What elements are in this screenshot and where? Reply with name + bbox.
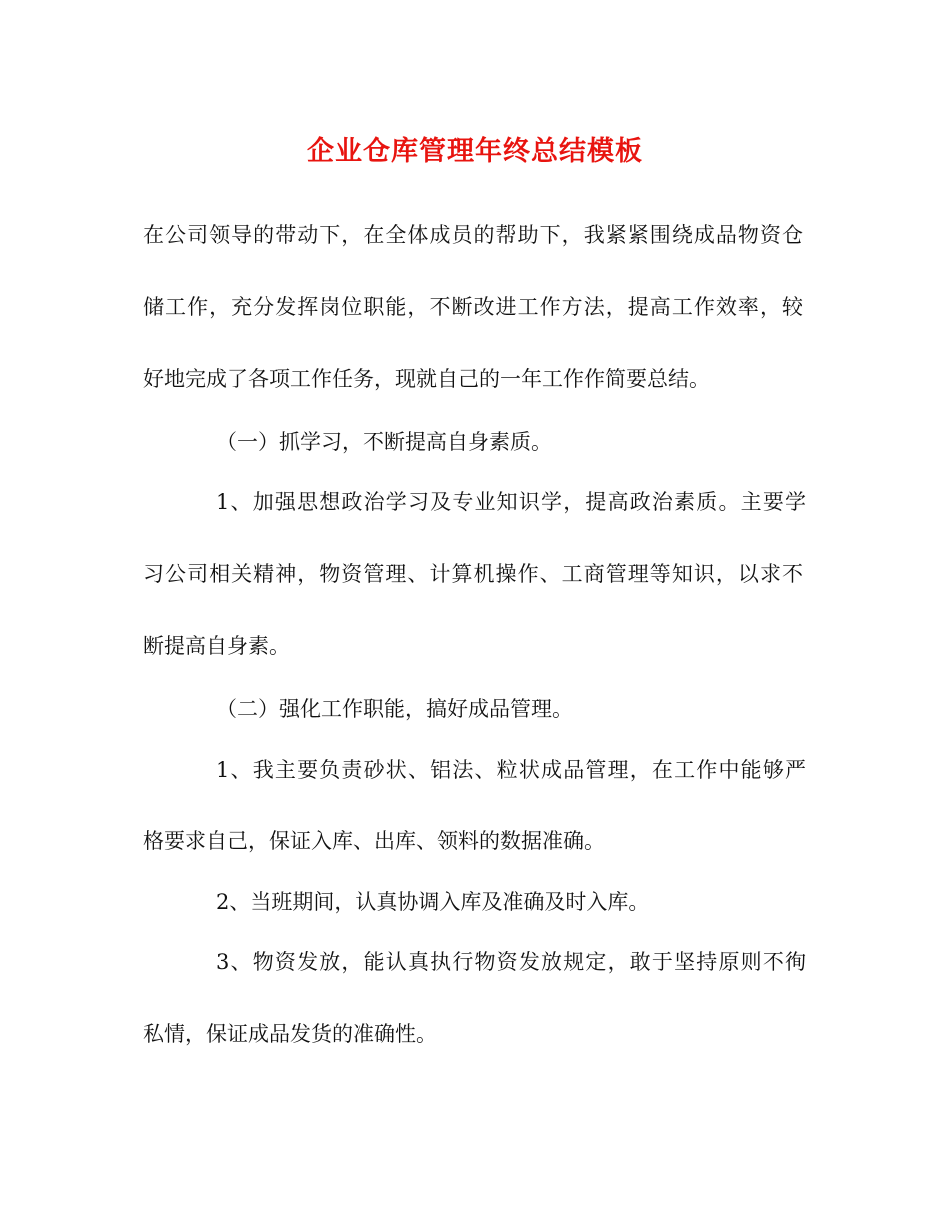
paragraph-line: 储工作，充分发挥岗位职能，不断改进工作方法，提高工作效率，较 (143, 295, 803, 319)
paragraph-line: 格要求自己，保证入库、出库、领料的数据准确。 (143, 829, 605, 853)
paragraph-line: 好地完成了各项工作任务，现就自己的一年工作作简要总结。 (143, 367, 710, 391)
paragraph-line: 3、物资发放，能认真执行物资发放规定，敢于坚持原则不徇 (216, 950, 806, 974)
paragraph-line: 在公司领导的带动下，在全体成员的帮助下，我紧紧围绕成品物资仓 (143, 223, 803, 247)
paragraph-line: 1、加强思想政治学习及专业知识学，提高政治素质。主要学 (216, 490, 806, 514)
paragraph-line: 习公司相关精神，物资管理、计算机操作、工商管理等知识，以求不 (143, 562, 803, 586)
paragraph-line: 2、当班期间，认真协调入库及准确及时入库。 (216, 890, 650, 914)
section-heading: （一）抓学习，不断提高自身素质。 (216, 430, 552, 454)
paragraph-line: 私情，保证成品发货的准确性。 (143, 1022, 437, 1046)
section-heading: （二）强化工作职能，搞好成品管理。 (216, 697, 573, 721)
paragraph-line: 1、我主要负责砂状、铝法、粒状成品管理，在工作中能够严 (216, 758, 806, 782)
document-title: 企业仓库管理年终总结模板 (307, 136, 643, 167)
paragraph-line: 断提高自身素。 (143, 634, 290, 658)
